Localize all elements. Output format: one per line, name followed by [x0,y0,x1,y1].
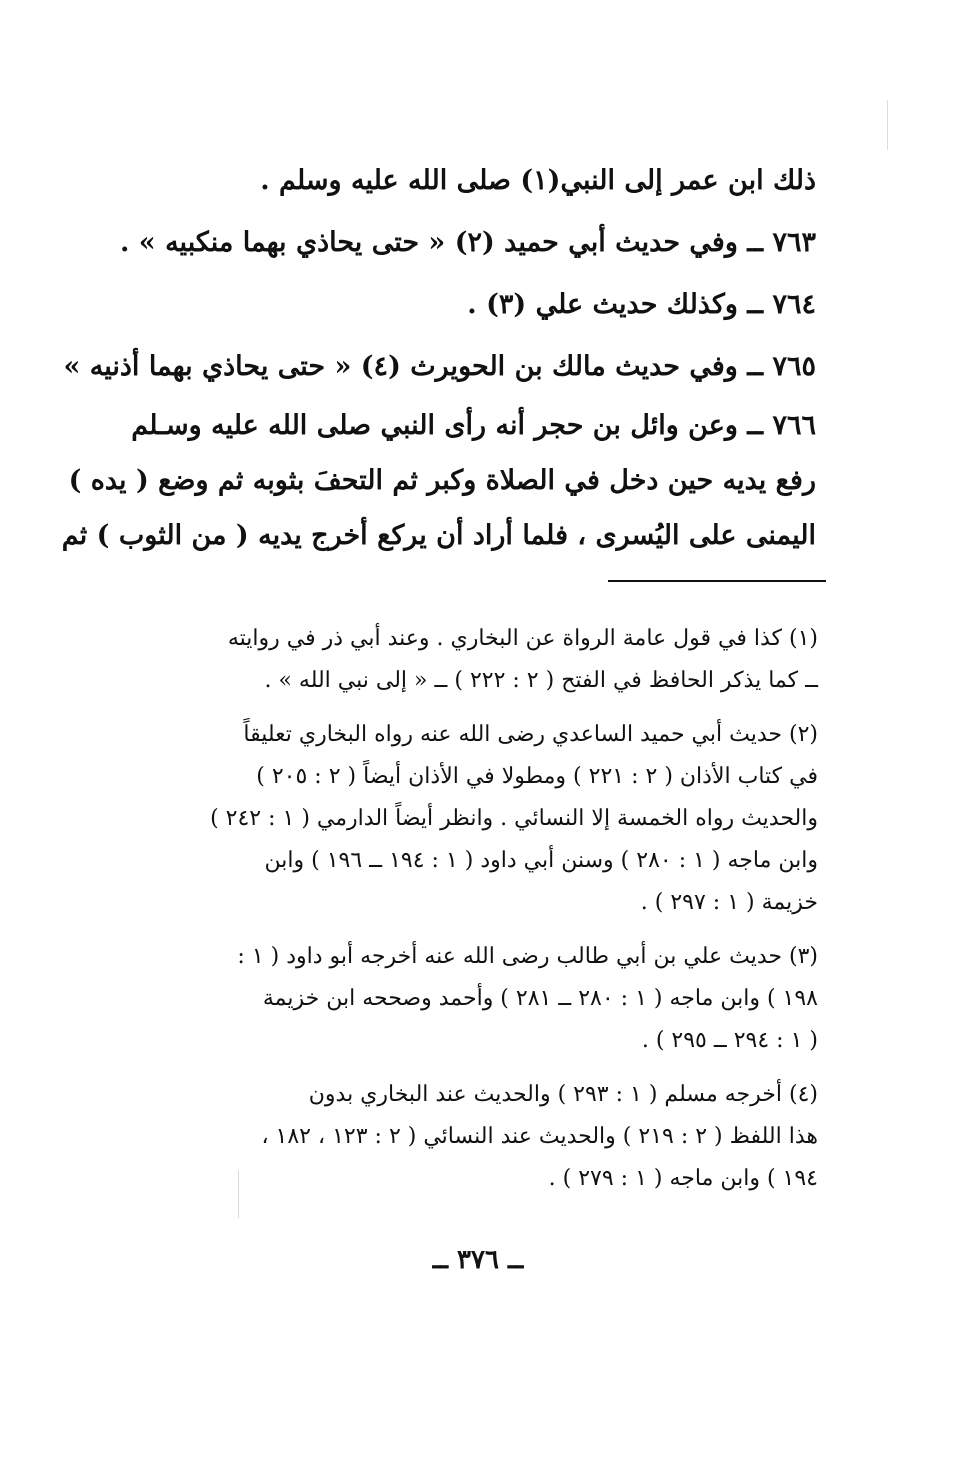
footnote-line: وابن ماجه ( ١ : ٢٨٠ ) وسنن أبي داود ( ١ : ١٩٤ ــ ١٩٦ ) وابن [264,848,818,873]
footnote-separator [608,580,826,582]
footnote-line: ( ١ : ٢٩٤ ــ ٢٩٥ ) . [641,1028,818,1053]
main-text [61,150,816,563]
footnote-line: (١) كذا في قول عامة الرواة عن البخاري . وعند أبي ذر في روايته [227,626,818,651]
main-line-closing-narration: ذلك ابن عمر إلى النبي(١) صلى الله عليه وسلم . [260,165,816,196]
footnote-line: (٤) أخرجه مسلم ( ١ : ٢٩٣ ) والحديث عند البخاري بدون [308,1082,818,1107]
hadith-763: ٧٦٣ ــ وفي حديث أبي حميد (٢) « حتى يحاذي بهما منكبيه » . [120,227,816,258]
footnote-2 [138,714,818,924]
scan-edge-mark [887,100,888,150]
footnote-line: ــ كما يذكر الحافظ في الفتح ( ٢ : ٢٢٢ ) ــ « إلى نبي الله » . [264,668,818,693]
footnote-1 [138,618,818,702]
footnote-line: ١٩٨ ) وابن ماجه ( ١ : ٢٨٠ ــ ٢٨١ ) وأحمد وصححه ابن خزيمة [262,986,818,1011]
footnote-line: والحديث رواه الخمسة إلا النسائي . وانظر أيضاً الدارمي ( ١ : ٢٤٢ ) [210,806,818,831]
footnote-line: ١٩٤ ) وابن ماجه ( ١ : ٢٧٩ ) . [548,1166,818,1191]
footnote-line: (٣) حديث علي بن أبي طالب رضى الله عنه أخرجه أبو داود ( ١ : [237,944,818,969]
hadith-766-line-1: ٧٦٦ ــ وعن وائل بن حجر أنه رأى النبي صلى الله عليه وسـلم [131,410,816,441]
page-number: ــ ٣٧٦ ــ [432,1245,524,1275]
hadith-764: ٧٦٤ ــ وكذلك حديث علي (٣) . [467,289,816,320]
footnote-line: هذا اللفظ ( ٢ : ٢١٩ ) والحديث عند النسائي ( ٢ : ١٢٣ ، ١٨٢ ، [261,1124,818,1149]
hadith-765: ٧٦٥ ــ وفي حديث مالك بن الحويرث (٤) « حتى يحاذي بهما أذنيه » [63,351,816,382]
footnote-4 [138,1074,818,1200]
scan-fold-mark [238,1170,239,1218]
footnote-3 [138,936,818,1062]
footnote-line: (٢) حديث أبي حميد الساعدي رضى الله عنه رواه البخاري تعليقاً [243,722,818,747]
hadith-766-line-3: اليمنى على اليُسرى ، فلما أراد أن يركع أخرج يديه ( من الثوب ) ثم [61,520,816,551]
footnote-line: في كتاب الأذان ( ٢ : ٢٢١ ) ومطولا في الأذان أيضاً ( ٢ : ٢٠٥ ) [256,764,818,789]
hadith-766-line-2: رفع يديه حين دخل في الصلاة وكبر ثم التحفَ بثوبه ثم وضع ( يده ) [68,465,816,496]
footnotes [138,618,818,1212]
footnote-line: خزيمة ( ١ : ٢٩٧ ) . [640,890,818,915]
